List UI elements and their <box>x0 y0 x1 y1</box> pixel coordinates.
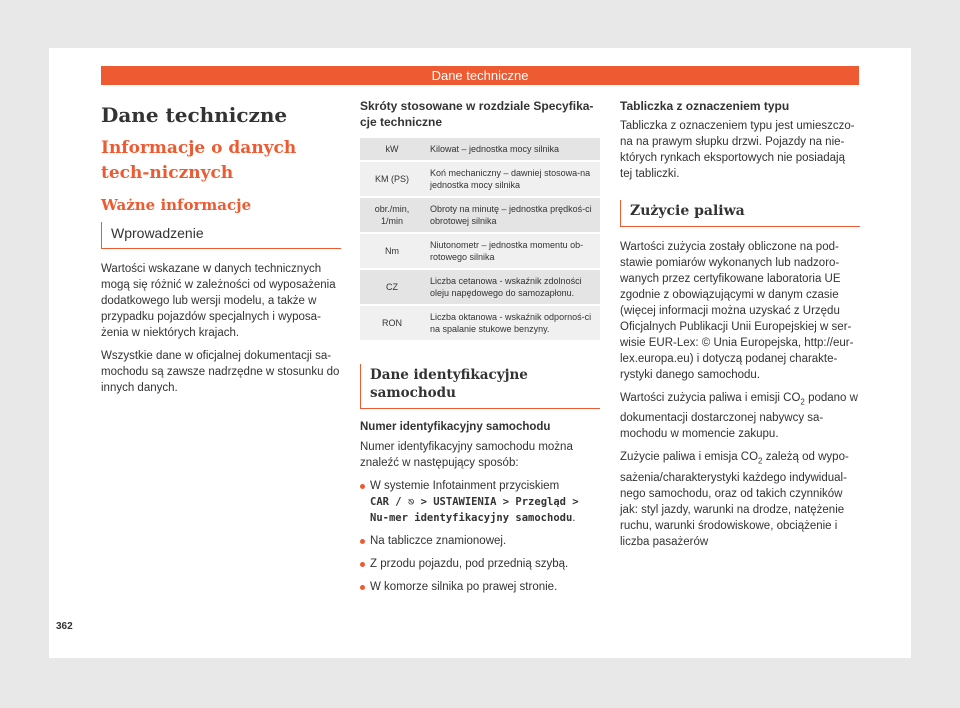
table-row: kW Kilowat – jednostka mocy silnika <box>360 138 600 160</box>
vin-subheading: Numer identyfikacyjny samochodu <box>360 421 551 433</box>
table-row: Nm Niutonometr – jednostka momentu ob-rotowego silnika <box>360 234 600 268</box>
table-row: KM (PS) Koń mechaniczny – dawniej stosowa-na jednostka mocy silnika <box>360 162 600 196</box>
vin-paragraph: Numer identyfikacyjny samochodu można znaleźć w następujący sposób: <box>360 441 573 469</box>
table-title: Skróty stosowane w rozdziale Specyfika-cje techniczne <box>360 99 594 129</box>
bullet-icon <box>360 585 365 590</box>
menu-path: > USTAWIENIA > Przegląd > Nu-mer identyfikacyjny samochodu <box>370 496 579 524</box>
fuel-paragraph-2: Wartości zużycia paliwa i emisji $CO_2$ podano w dokumentacji dostarczonej nabywcy sa-mochodu w momencie zakupu. <box>620 392 858 441</box>
page-number: 362 <box>56 621 73 632</box>
list-item: Z przodu pojazdu, pod przednią szybą. <box>360 556 600 572</box>
column-left <box>101 98 341 403</box>
page-header: Dane techniczne <box>101 66 859 85</box>
intro-heading: Wprowadzenie <box>101 222 341 249</box>
table-row: RON Liczba oktanowa - wskaźnik odpornoś-ci na spalanie stukowe benzyny. <box>360 306 600 340</box>
car-icon: ⎋ <box>407 496 415 508</box>
vin-location-list <box>360 478 600 595</box>
type-plate-paragraph: Tabliczka z oznaczeniem typu jest umieszczo-na na prawym słupku drzwi. Pojazdy na nie-których rynkach eksportowych nie posiadają tej tabliczki. <box>620 120 855 180</box>
table-row: CZ Liczba cetanowa - wskaźnik zdolności oleju napędowego do samozapłonu. <box>360 270 600 304</box>
fuel-consumption-heading: Zużycie paliwa <box>620 200 860 227</box>
fuel-paragraph-3: Zużycie paliwa i emisja $CO_2$ zależą od wypo-sażenia/charakterystyki każdego indywidual-nego samochodu, oraz od takich czynników jak: styl jazdy, warunki na drodze, natężenie ruchu, warunki środowiskowe, obciążenie i liczba pasażerów <box>620 451 849 548</box>
bullet-icon <box>360 484 365 489</box>
list-item: W komorze silnika po prawej stronie. <box>360 579 600 595</box>
bullet-icon <box>360 539 365 544</box>
chapter-title: Dane techniczne <box>101 103 288 127</box>
fuel-paragraph-1: Wartości zużycia zostały obliczone na pod-stawie pomiarów wykonanych lub nadzoro-wanych przez certyfikowane laboratoria UE zgodnie z obowiązującymi w danym czasie (więcej informacji można uzyskać z Urzędu Oficjalnych Publikacji Unii Europejskiej w ser-wisie EUR-Lex: © Unia Europejska, http://eur-lex.europa.eu) i dotyczą podanej charakte-rystyki danego samochodu. <box>620 241 854 381</box>
column-right <box>620 98 860 557</box>
car-button-label: CAR <box>370 496 389 508</box>
subsection-title: Ważne informacje <box>101 196 252 214</box>
section-title: Informacje o danych tech-nicznych <box>101 138 297 183</box>
bullet-icon <box>360 562 365 567</box>
column-middle <box>360 98 600 602</box>
type-plate-subheading: Tabliczka z oznaczeniem typu <box>620 99 790 113</box>
list-item: Na tabliczce znamionowej. <box>360 533 600 549</box>
table-row: obr./min, 1/min Obroty na minutę – jednostka prędkoś-ci obrotowej silnika <box>360 198 600 232</box>
vehicle-id-heading: Dane identyfikacyjne samochodu <box>360 364 600 409</box>
intro-paragraph-1: Wartości wskazane w danych technicznych mogą się różnić w zależności od wyposażenia dodatkowego lub wersji modelu, a także w przypadku pojazdów specjalnych i wyposa-żenia w niektórych krajach. <box>101 263 336 339</box>
list-item: W systemie Infotainment przyciskiem CAR / ⎋ > USTAWIENIA > Przegląd > Nu-mer identyfikacyjny samochodu. <box>360 478 600 526</box>
abbreviations-table <box>360 136 600 342</box>
intro-paragraph-2: Wszystkie dane w oficjalnej dokumentacji sa-mochodu są zawsze nadrzędne w stosunku do innych danych. <box>101 350 340 394</box>
